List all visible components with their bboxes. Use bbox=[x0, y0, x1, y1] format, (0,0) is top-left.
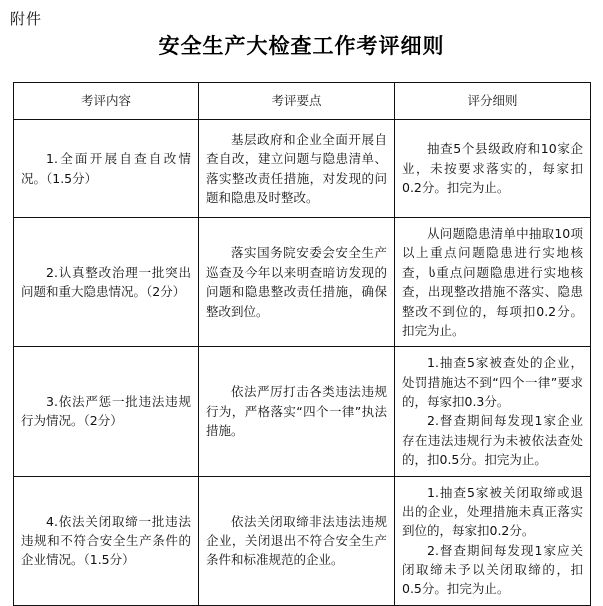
row-content bbox=[14, 120, 199, 218]
row-content bbox=[14, 218, 199, 347]
row-points-text: 基层政府和企业全面开展自查自改，建立问题与隐患清单、落实整改责任措施，对发现的问题和隐患及时整改。 bbox=[206, 131, 387, 205]
row-rules-text: 2.督查期间每发现1家企业存在违法违规行为未被依法查处的，扣0.5分。扣完为止。 bbox=[402, 413, 583, 468]
table-header-row bbox=[14, 83, 591, 120]
row-rules-text: 抽查5个县级政府和10家企业，未按要求落实的，每家扣0.2分。扣完为止。 bbox=[402, 141, 583, 196]
row-points-text: 依法严厉打击各类违法违规行为，严格落实“四个一律”执法措施。 bbox=[206, 384, 387, 439]
row-content-text: 4.依法关闭取缔一批违法违规和不符合安全生产条件的企业情况。（1.5分） bbox=[21, 513, 191, 568]
page-title: 安全生产大检查工作考评细则 bbox=[158, 33, 445, 58]
row-content bbox=[14, 476, 199, 605]
row-rules-text: 1.抽查5家被关闭取缔或退出的企业，处理措施未真正落实到位的，每家扣0.2分。 bbox=[402, 484, 583, 539]
row-rules bbox=[395, 218, 591, 347]
row-content-text: 2.认真整改治理一批突出问题和重大隐患情况。（2分） bbox=[21, 264, 191, 300]
row-content-text: 3.依法严惩一批违法违规行为情况。（2分） bbox=[21, 394, 191, 429]
row-points bbox=[199, 347, 395, 476]
row-points-text: 落实国务院安委会安全生产巡查及今年以来明查暗访发现的问题和隐患整改责任措施，确保整改到位。 bbox=[206, 245, 387, 319]
table-row bbox=[14, 476, 591, 605]
row-points bbox=[199, 120, 395, 218]
row-rules bbox=[395, 476, 591, 605]
row-rules-text: 2.督查期间每发现1家应关闭取缔未予以关闭取缔的，扣0.5分。扣完为止。 bbox=[402, 542, 583, 597]
attachment-label: 附件 bbox=[10, 10, 43, 28]
column-header-points: 考评要点 bbox=[199, 83, 395, 120]
row-rules-text: 从问题隐患清单中抽取10项以上重点问题隐患进行实地核查，ს重点问题隐患进行实地核查，出现整改措施不落实、隐患整改不到位的，每项扣0.2分。扣完为止。 bbox=[402, 226, 583, 338]
row-points bbox=[199, 218, 395, 347]
evaluation-criteria-table bbox=[13, 82, 591, 606]
row-rules bbox=[395, 347, 591, 476]
row-points-text: 依法关闭取缔非法违法违规企业，关闭退出不符合安全生产条件和标准规范的企业。 bbox=[206, 513, 387, 568]
row-points bbox=[199, 476, 395, 605]
row-content bbox=[14, 347, 199, 476]
column-header-rules: 评分细则 bbox=[395, 83, 591, 120]
table-row bbox=[14, 347, 591, 476]
table-row bbox=[14, 218, 591, 347]
row-rules-text: 1.抽查5家被查处的企业，处罚措施达不到“四个一律”要求的，每家扣0.3分。 bbox=[402, 355, 583, 409]
row-content-text: 1.全面开展自查自改情况。（1.5分） bbox=[21, 151, 191, 186]
table-row bbox=[14, 120, 591, 218]
row-rules bbox=[395, 120, 591, 218]
column-header-content: 考评内容 bbox=[14, 83, 199, 120]
